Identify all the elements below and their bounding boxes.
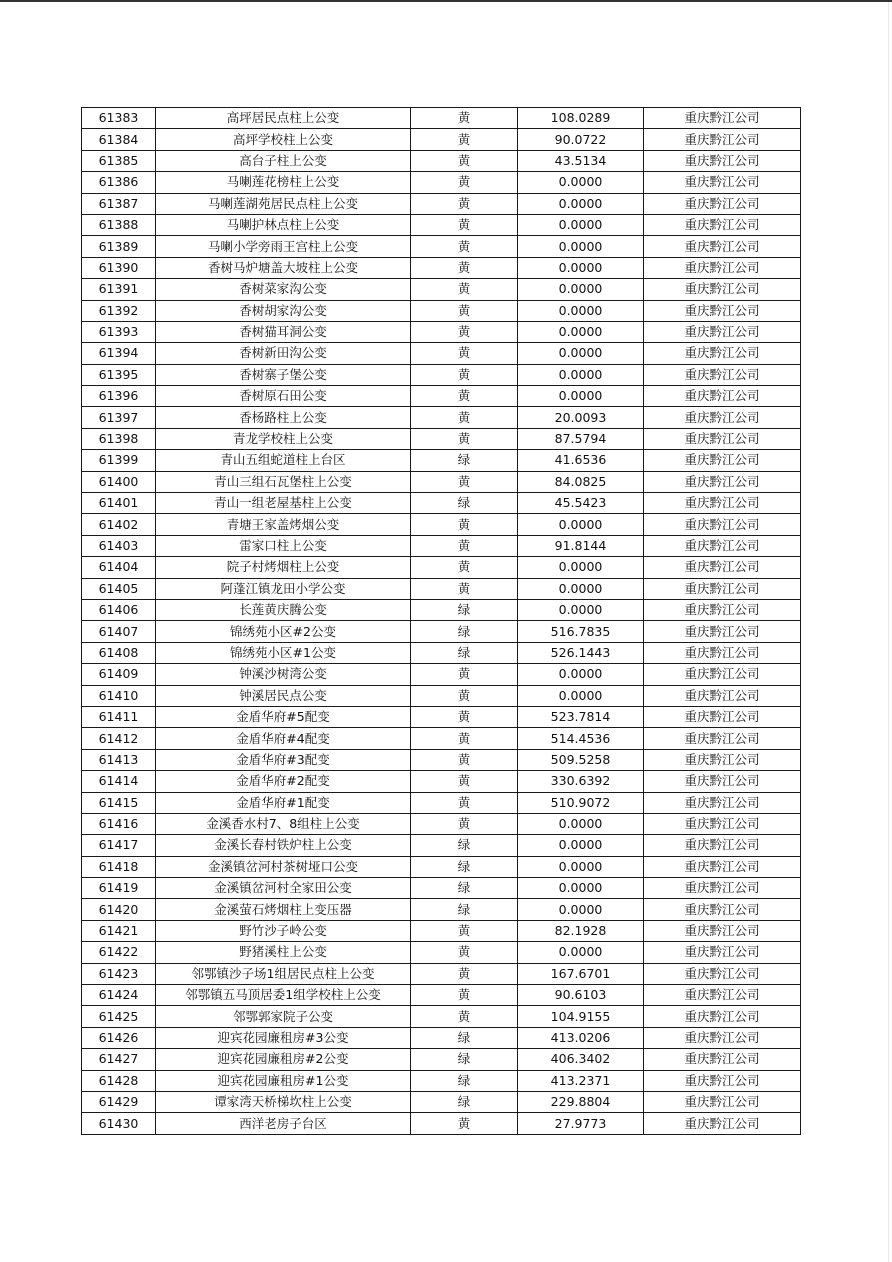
cell-color-grade: 绿 [411,493,518,514]
table-row [82,685,801,706]
cell-value: 0.0000 [518,364,644,385]
cell-company: 重庆黔江公司 [644,899,801,920]
table-row [82,279,801,300]
table-row [82,1006,801,1027]
cell-color-grade: 黄 [411,792,518,813]
cell-company: 重庆黔江公司 [644,1091,801,1112]
cell-id: 61416 [82,813,156,834]
cell-value: 41.6536 [518,450,644,471]
cell-name: 雷家口柱上公变 [156,535,411,556]
cell-value: 90.0722 [518,129,644,150]
cell-value: 516.7835 [518,621,644,642]
cell-name: 香树新田沟公变 [156,343,411,364]
cell-company: 重庆黔江公司 [644,1027,801,1048]
table-row [82,493,801,514]
cell-id: 61383 [82,108,156,129]
table-row [82,150,801,171]
table-body [82,108,801,1135]
cell-id: 61421 [82,920,156,941]
cell-name: 香树寨子堡公变 [156,364,411,385]
cell-name: 西洋老房子台区 [156,1113,411,1134]
cell-id: 61399 [82,450,156,471]
cell-company: 重庆黔江公司 [644,599,801,620]
cell-value: 0.0000 [518,557,644,578]
cell-company: 重庆黔江公司 [644,685,801,706]
cell-value: 104.9155 [518,1006,644,1027]
cell-color-grade: 绿 [411,1070,518,1091]
cell-color-grade: 黄 [411,514,518,535]
table-row [82,343,801,364]
cell-name: 金溪长春村铁炉柱上公变 [156,835,411,856]
cell-id: 61388 [82,214,156,235]
cell-id: 61401 [82,493,156,514]
table-row [82,514,801,535]
cell-company: 重庆黔江公司 [644,236,801,257]
cell-value: 0.0000 [518,578,644,599]
cell-name: 金盾华府#2配变 [156,771,411,792]
cell-id: 61410 [82,685,156,706]
cell-company: 重庆黔江公司 [644,557,801,578]
cell-value: 0.0000 [518,321,644,342]
cell-id: 61404 [82,557,156,578]
cell-id: 61417 [82,835,156,856]
cell-value: 514.4536 [518,728,644,749]
cell-id: 61389 [82,236,156,257]
cell-value: 27.9773 [518,1113,644,1134]
table-row [82,578,801,599]
cell-color-grade: 黄 [411,920,518,941]
cell-company: 重庆黔江公司 [644,642,801,663]
cell-value: 43.5134 [518,150,644,171]
cell-id: 61429 [82,1091,156,1112]
cell-value: 0.0000 [518,835,644,856]
table-row [82,407,801,428]
cell-value: 413.2371 [518,1070,644,1091]
cell-value: 0.0000 [518,942,644,963]
cell-company: 重庆黔江公司 [644,1006,801,1027]
cell-name: 院子村烤烟柱上公变 [156,557,411,578]
cell-value: 0.0000 [518,899,644,920]
cell-color-grade: 黄 [411,407,518,428]
cell-name: 青山一组老屋基柱上公变 [156,493,411,514]
cell-value: 0.0000 [518,599,644,620]
cell-name: 钟溪沙树湾公变 [156,664,411,685]
cell-id: 61396 [82,386,156,407]
cell-id: 61402 [82,514,156,535]
cell-company: 重庆黔江公司 [644,535,801,556]
cell-value: 20.0093 [518,407,644,428]
cell-name: 迎宾花园廉租房#3公变 [156,1027,411,1048]
cell-value: 0.0000 [518,214,644,235]
cell-id: 61422 [82,942,156,963]
cell-name: 野竹沙子岭公变 [156,920,411,941]
cell-color-grade: 黄 [411,257,518,278]
cell-color-grade: 黄 [411,813,518,834]
cell-name: 马喇护林点柱上公变 [156,214,411,235]
cell-name: 金盾华府#3配变 [156,749,411,770]
table-row [82,1091,801,1112]
table-row [82,899,801,920]
cell-name: 香树胡家沟公变 [156,300,411,321]
table-row [82,386,801,407]
cell-id: 61430 [82,1113,156,1134]
cell-company: 重庆黔江公司 [644,450,801,471]
cell-id: 61411 [82,706,156,727]
cell-company: 重庆黔江公司 [644,621,801,642]
cell-color-grade: 黄 [411,749,518,770]
cell-value: 90.6103 [518,985,644,1006]
cell-name: 长莲黄庆腾公变 [156,599,411,620]
table-row [82,321,801,342]
cell-id: 61424 [82,985,156,1006]
cell-color-grade: 黄 [411,279,518,300]
cell-color-grade: 黄 [411,300,518,321]
cell-id: 61390 [82,257,156,278]
cell-name: 青塘王家盖烤烟公变 [156,514,411,535]
cell-name: 香树原石田公变 [156,386,411,407]
cell-name: 邻鄂镇五马顶居委1组学校柱上公变 [156,985,411,1006]
cell-value: 330.6392 [518,771,644,792]
cell-value: 510.9072 [518,792,644,813]
table-row [82,1070,801,1091]
cell-company: 重庆黔江公司 [644,920,801,941]
cell-color-grade: 黄 [411,664,518,685]
cell-color-grade: 黄 [411,108,518,129]
cell-name: 金盾华府#4配变 [156,728,411,749]
table-row [82,813,801,834]
cell-color-grade: 黄 [411,1006,518,1027]
cell-name: 金溪香水村7、8组柱上公变 [156,813,411,834]
cell-color-grade: 黄 [411,578,518,599]
cell-id: 61384 [82,129,156,150]
table-row [82,214,801,235]
cell-color-grade: 黄 [411,535,518,556]
cell-color-grade: 黄 [411,343,518,364]
cell-color-grade: 绿 [411,621,518,642]
cell-id: 61394 [82,343,156,364]
cell-value: 84.0825 [518,471,644,492]
cell-id: 61386 [82,172,156,193]
cell-value: 0.0000 [518,236,644,257]
cell-color-grade: 黄 [411,236,518,257]
cell-company: 重庆黔江公司 [644,1070,801,1091]
cell-color-grade: 绿 [411,899,518,920]
cell-company: 重庆黔江公司 [644,108,801,129]
cell-id: 61408 [82,642,156,663]
cell-id: 61397 [82,407,156,428]
table-row [82,792,801,813]
table-row [82,749,801,770]
cell-color-grade: 绿 [411,835,518,856]
cell-color-grade: 黄 [411,963,518,984]
cell-value: 108.0289 [518,108,644,129]
cell-name: 迎宾花园廉租房#2公变 [156,1049,411,1070]
cell-id: 61403 [82,535,156,556]
cell-id: 61412 [82,728,156,749]
cell-id: 61426 [82,1027,156,1048]
cell-name: 香杨路柱上公变 [156,407,411,428]
cell-name: 邻鄂镇沙子场1组居民点柱上公变 [156,963,411,984]
table-row [82,985,801,1006]
table-row [82,471,801,492]
cell-value: 91.8144 [518,535,644,556]
cell-color-grade: 黄 [411,557,518,578]
cell-value: 0.0000 [518,856,644,877]
table-row [82,920,801,941]
table-row [82,942,801,963]
table-row [82,856,801,877]
cell-id: 61385 [82,150,156,171]
table-row [82,621,801,642]
cell-value: 0.0000 [518,878,644,899]
table-row [82,771,801,792]
cell-name: 青山三组石瓦堡柱上公变 [156,471,411,492]
cell-company: 重庆黔江公司 [644,321,801,342]
cell-id: 61427 [82,1049,156,1070]
cell-id: 61405 [82,578,156,599]
cell-name: 金溪镇岔河村茶树垭口公变 [156,856,411,877]
cell-color-grade: 黄 [411,985,518,1006]
cell-color-grade: 黄 [411,942,518,963]
table-row [82,193,801,214]
table-row [82,428,801,449]
cell-id: 61387 [82,193,156,214]
cell-value: 87.5794 [518,428,644,449]
cell-name: 迎宾花园廉租房#1公变 [156,1070,411,1091]
cell-company: 重庆黔江公司 [644,129,801,150]
cell-id: 61414 [82,771,156,792]
cell-value: 0.0000 [518,300,644,321]
table-row [82,642,801,663]
cell-company: 重庆黔江公司 [644,257,801,278]
cell-value: 0.0000 [518,685,644,706]
cell-company: 重庆黔江公司 [644,963,801,984]
cell-company: 重庆黔江公司 [644,706,801,727]
cell-value: 0.0000 [518,514,644,535]
cell-name: 野猪溪柱上公变 [156,942,411,963]
table-row [82,664,801,685]
table-row [82,706,801,727]
cell-color-grade: 黄 [411,193,518,214]
cell-name: 邻鄂郭家院子公变 [156,1006,411,1027]
cell-company: 重庆黔江公司 [644,428,801,449]
cell-name: 高坪学校柱上公变 [156,129,411,150]
cell-company: 重庆黔江公司 [644,578,801,599]
cell-id: 61392 [82,300,156,321]
cell-color-grade: 绿 [411,450,518,471]
cell-value: 509.5258 [518,749,644,770]
cell-color-grade: 黄 [411,685,518,706]
cell-color-grade: 绿 [411,1091,518,1112]
page-top-border [0,0,892,2]
cell-name: 香树猫耳洞公变 [156,321,411,342]
cell-color-grade: 绿 [411,1027,518,1048]
cell-company: 重庆黔江公司 [644,300,801,321]
table-row [82,300,801,321]
cell-id: 61425 [82,1006,156,1027]
table-row [82,728,801,749]
cell-color-grade: 绿 [411,642,518,663]
cell-company: 重庆黔江公司 [644,664,801,685]
cell-color-grade: 绿 [411,878,518,899]
cell-company: 重庆黔江公司 [644,749,801,770]
cell-company: 重庆黔江公司 [644,343,801,364]
cell-color-grade: 黄 [411,728,518,749]
cell-value: 413.0206 [518,1027,644,1048]
table-row [82,535,801,556]
cell-company: 重庆黔江公司 [644,1049,801,1070]
cell-name: 阿蓬江镇龙田小学公变 [156,578,411,599]
cell-id: 61418 [82,856,156,877]
cell-name: 高坪居民点柱上公变 [156,108,411,129]
cell-company: 重庆黔江公司 [644,856,801,877]
cell-id: 61391 [82,279,156,300]
table-row [82,257,801,278]
cell-value: 0.0000 [518,386,644,407]
cell-company: 重庆黔江公司 [644,728,801,749]
cell-name: 钟溪居民点公变 [156,685,411,706]
cell-color-grade: 绿 [411,856,518,877]
table-row [82,835,801,856]
cell-value: 45.5423 [518,493,644,514]
cell-name: 马喇莲湖苑居民点柱上公变 [156,193,411,214]
cell-company: 重庆黔江公司 [644,878,801,899]
cell-id: 61400 [82,471,156,492]
cell-company: 重庆黔江公司 [644,514,801,535]
cell-company: 重庆黔江公司 [644,193,801,214]
cell-name: 金溪萤石烤烟柱上变压器 [156,899,411,920]
cell-id: 61419 [82,878,156,899]
cell-name: 高台子柱上公变 [156,150,411,171]
cell-value: 167.6701 [518,963,644,984]
cell-company: 重庆黔江公司 [644,792,801,813]
cell-id: 61428 [82,1070,156,1091]
cell-color-grade: 黄 [411,1113,518,1134]
cell-color-grade: 黄 [411,364,518,385]
cell-id: 61407 [82,621,156,642]
cell-color-grade: 黄 [411,428,518,449]
cell-id: 61420 [82,899,156,920]
table-row [82,1113,801,1134]
cell-id: 61406 [82,599,156,620]
cell-name: 谭家湾天桥梯坎柱上公变 [156,1091,411,1112]
cell-color-grade: 黄 [411,386,518,407]
cell-id: 61393 [82,321,156,342]
cell-value: 0.0000 [518,193,644,214]
cell-value: 523.7814 [518,706,644,727]
cell-color-grade: 黄 [411,172,518,193]
cell-id: 61423 [82,963,156,984]
cell-name: 锦绣苑小区#2公变 [156,621,411,642]
cell-color-grade: 黄 [411,150,518,171]
cell-id: 61409 [82,664,156,685]
cell-color-grade: 绿 [411,1049,518,1070]
cell-company: 重庆黔江公司 [644,771,801,792]
cell-company: 重庆黔江公司 [644,172,801,193]
cell-value: 0.0000 [518,172,644,193]
table-row [82,450,801,471]
cell-color-grade: 黄 [411,471,518,492]
cell-company: 重庆黔江公司 [644,813,801,834]
table-row [82,878,801,899]
cell-value: 229.8804 [518,1091,644,1112]
cell-name: 马喇小学旁雨王宫柱上公变 [156,236,411,257]
cell-color-grade: 绿 [411,599,518,620]
table-row [82,236,801,257]
table-row [82,557,801,578]
cell-company: 重庆黔江公司 [644,214,801,235]
cell-name: 金盾华府#5配变 [156,706,411,727]
cell-name: 香树菜家沟公变 [156,279,411,300]
cell-id: 61413 [82,749,156,770]
cell-company: 重庆黔江公司 [644,471,801,492]
cell-color-grade: 黄 [411,321,518,342]
cell-value: 526.1443 [518,642,644,663]
cell-id: 61398 [82,428,156,449]
cell-name: 青山五组蛇道柱上台区 [156,450,411,471]
cell-value: 0.0000 [518,257,644,278]
table-row [82,1049,801,1070]
cell-id: 61395 [82,364,156,385]
cell-company: 重庆黔江公司 [644,493,801,514]
page-right-edge [888,2,889,1262]
cell-company: 重庆黔江公司 [644,279,801,300]
cell-company: 重庆黔江公司 [644,942,801,963]
table-row [82,108,801,129]
cell-color-grade: 黄 [411,706,518,727]
table-row [82,364,801,385]
table-row [82,1027,801,1048]
cell-name: 马喇莲花榜柱上公变 [156,172,411,193]
cell-value: 82.1928 [518,920,644,941]
table-row [82,963,801,984]
cell-company: 重庆黔江公司 [644,985,801,1006]
cell-company: 重庆黔江公司 [644,150,801,171]
table-row [82,172,801,193]
cell-name: 锦绣苑小区#1公变 [156,642,411,663]
cell-name: 金溪镇岔河村全家田公变 [156,878,411,899]
table-row [82,129,801,150]
cell-color-grade: 黄 [411,129,518,150]
cell-company: 重庆黔江公司 [644,407,801,428]
cell-company: 重庆黔江公司 [644,835,801,856]
cell-company: 重庆黔江公司 [644,1113,801,1134]
cell-name: 金盾华府#1配变 [156,792,411,813]
table-row [82,599,801,620]
transformer-table [81,107,801,1135]
cell-color-grade: 黄 [411,771,518,792]
cell-id: 61415 [82,792,156,813]
cell-company: 重庆黔江公司 [644,364,801,385]
cell-value: 0.0000 [518,279,644,300]
cell-color-grade: 黄 [411,214,518,235]
cell-name: 青龙学校柱上公变 [156,428,411,449]
cell-value: 406.3402 [518,1049,644,1070]
cell-name: 香树马炉塘盖大坡柱上公变 [156,257,411,278]
cell-company: 重庆黔江公司 [644,386,801,407]
cell-value: 0.0000 [518,813,644,834]
cell-value: 0.0000 [518,664,644,685]
cell-value: 0.0000 [518,343,644,364]
